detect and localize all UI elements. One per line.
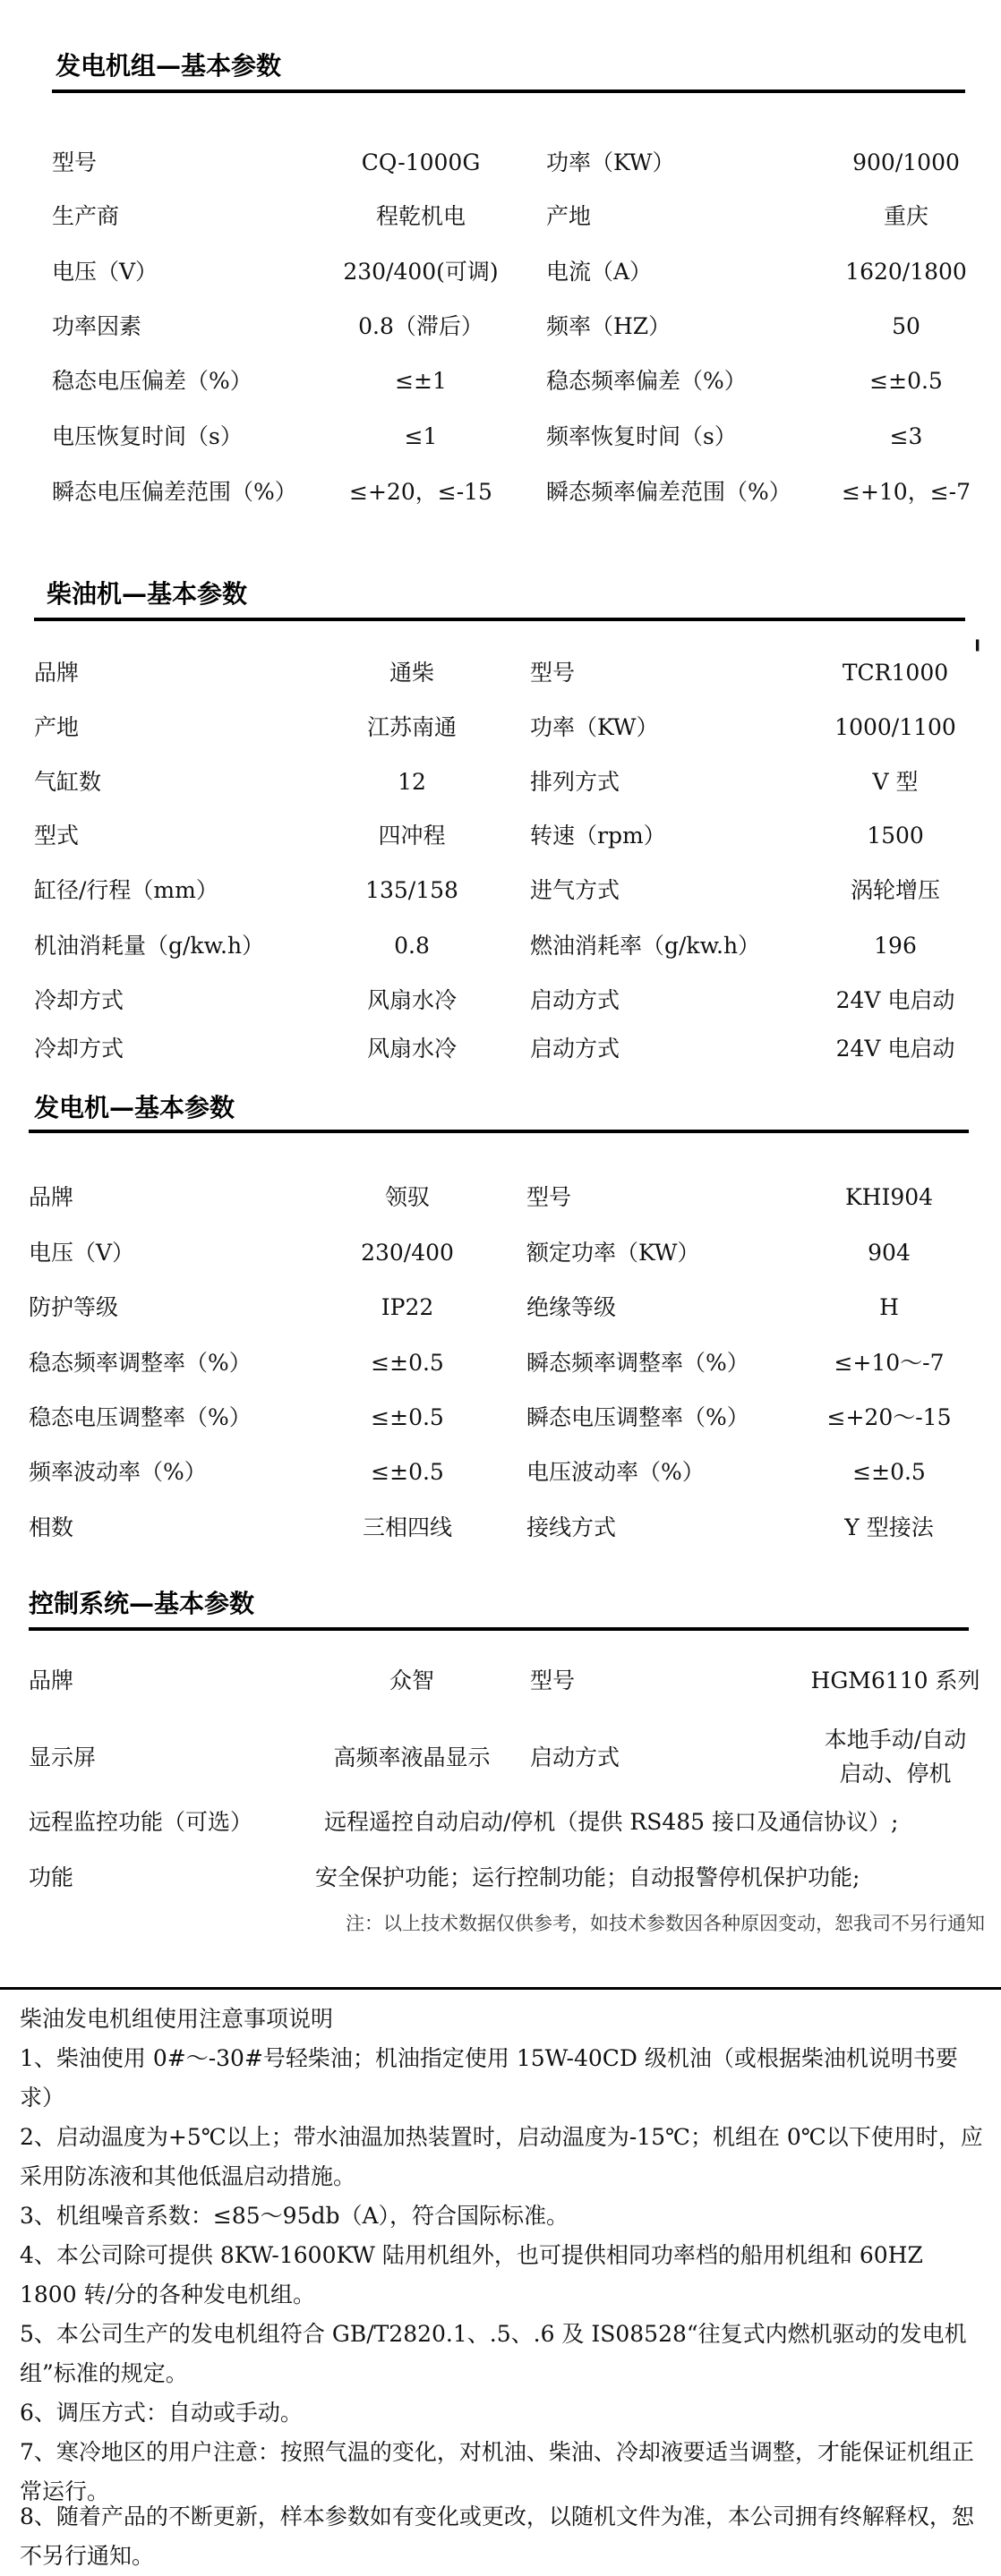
usage-item: 2、启动温度为+5℃以上；带水油温加热装置时，启动温度为-15℃；机组在 0℃以下使用时，应采用防冻液和其他低温启动措施。 bbox=[20, 2124, 983, 2189]
table-row bbox=[0, 1235, 1001, 1271]
param-value: 通柴 bbox=[389, 660, 435, 686]
usage-item: 7、寒冷地区的用户注意：按照气温的变化，对机油、柴油、冷却液要适当调整，才能保证机组正常运行。 bbox=[20, 2439, 974, 2504]
usage-item: 1、柴油使用 0#～-30#号轻柴油；机油指定使用 15W-40CD 级机油（或根据柴油机说明书要求） bbox=[20, 2045, 958, 2111]
table-row bbox=[0, 1510, 1001, 1546]
param-value: 启动、停机 bbox=[839, 1761, 952, 1787]
param-value: HGM6110 系列 bbox=[810, 1668, 980, 1693]
table-row bbox=[0, 1454, 1001, 1490]
param-label: 功率（KW） bbox=[530, 714, 659, 740]
param-label: 功率因素 bbox=[52, 313, 142, 339]
param-label: 稳态频率偏差（%） bbox=[546, 368, 747, 394]
param-value: 1500 bbox=[867, 823, 924, 849]
param-label: 频率波动率（%） bbox=[29, 1459, 207, 1485]
generator-set-title: 发电机组—基本参数 bbox=[56, 51, 282, 81]
param-value: ≤+20～-15 bbox=[826, 1404, 952, 1430]
table-row bbox=[0, 1804, 1001, 1840]
param-value: 重庆 bbox=[883, 203, 929, 229]
param-label: 防护等级 bbox=[29, 1294, 119, 1320]
table-row bbox=[0, 145, 1001, 181]
usage-item: 6、调压方式：自动或手动。 bbox=[20, 2400, 303, 2426]
table-row bbox=[0, 818, 1001, 854]
table-row bbox=[0, 1290, 1001, 1326]
param-value: 196 bbox=[874, 933, 917, 959]
control-system-title: 控制系统—基本参数 bbox=[29, 1589, 255, 1618]
param-label: 品牌 bbox=[34, 660, 80, 686]
param-label: 型式 bbox=[34, 823, 80, 849]
param-value: 50 bbox=[892, 313, 920, 339]
param-value: ≤±0.5 bbox=[869, 368, 943, 394]
table-row bbox=[0, 764, 1001, 800]
param-value: 程乾机电 bbox=[375, 203, 466, 229]
table-row bbox=[0, 474, 1001, 510]
param-value: 904 bbox=[868, 1240, 911, 1266]
param-label: 瞬态频率偏差范围（%） bbox=[546, 479, 791, 505]
param-value: 230/400 bbox=[361, 1240, 454, 1266]
param-value: Y 型接法 bbox=[844, 1514, 934, 1540]
param-label: 额定功率（KW） bbox=[526, 1240, 700, 1266]
divider bbox=[52, 90, 965, 93]
param-value: IP22 bbox=[381, 1294, 434, 1320]
param-label: 稳态电压偏差（%） bbox=[52, 368, 252, 394]
param-label: 机油消耗量（g/kw.h） bbox=[34, 933, 265, 959]
param-label: 转速（rpm） bbox=[530, 823, 666, 849]
divider bbox=[0, 1987, 1001, 1990]
param-value: CQ-1000G bbox=[361, 149, 481, 175]
diesel-engine-title: 柴油机—基本参数 bbox=[47, 579, 248, 609]
param-label: 电压（V） bbox=[29, 1240, 135, 1266]
table-row bbox=[0, 1663, 1001, 1699]
param-label: 功能 bbox=[29, 1864, 74, 1890]
divider bbox=[29, 1627, 969, 1631]
param-value: 远程遥控自动启动/停机（提供 RS485 接口及通信协议）; bbox=[324, 1809, 899, 1835]
param-value: V 型 bbox=[872, 769, 919, 795]
param-value: 本地手动/自动 bbox=[824, 1727, 967, 1753]
usage-item: 5、本公司生产的发电机组符合 GB/T2820.1、.5、.6 及 IS08528“往复式内燃机驱动的发电机组”标准的规定。 bbox=[20, 2321, 967, 2386]
usage-item: 8、随着产品的不断更新，样本参数如有变化或更改，以随机文件为准，本公司拥有终解释权，恕不另行通知。 bbox=[20, 2503, 974, 2569]
param-label: 气缸数 bbox=[34, 769, 102, 795]
param-value: H bbox=[879, 1294, 899, 1320]
param-value: 安全保护功能；运行控制功能；自动报警停机保护功能; bbox=[315, 1864, 860, 1890]
param-label: 相数 bbox=[29, 1514, 74, 1540]
table-row bbox=[0, 983, 1001, 1019]
param-value: ≤±0.5 bbox=[852, 1459, 926, 1485]
param-label: 进气方式 bbox=[530, 877, 620, 903]
param-value: 24V 电启动 bbox=[835, 987, 955, 1013]
table-row bbox=[0, 1031, 1001, 1067]
table-row bbox=[0, 710, 1001, 746]
table-row bbox=[0, 1860, 1001, 1896]
param-label: 绝缘等级 bbox=[526, 1294, 617, 1320]
param-label: 冷却方式 bbox=[34, 1036, 124, 1062]
param-value: 风扇水冷 bbox=[366, 1036, 458, 1062]
param-label: 瞬态频率调整率（%） bbox=[526, 1350, 749, 1376]
stray-mark: ╹ bbox=[971, 641, 984, 663]
param-value: ≤+20，≤-15 bbox=[349, 479, 492, 505]
param-value: ≤±0.5 bbox=[371, 1350, 444, 1376]
param-label: 型号 bbox=[530, 660, 576, 686]
param-label: 瞬态电压调整率（%） bbox=[526, 1404, 749, 1430]
param-value: 230/400(可调) bbox=[343, 259, 499, 285]
param-label: 缸径/行程（mm） bbox=[34, 877, 218, 903]
param-value: ≤±0.5 bbox=[371, 1459, 444, 1485]
param-label: 瞬态电压偏差范围（%） bbox=[52, 479, 297, 505]
param-label: 型号 bbox=[52, 149, 98, 175]
param-value: 1000/1100 bbox=[834, 714, 956, 740]
param-label: 远程监控功能（可选） bbox=[29, 1809, 253, 1835]
param-label: 电压波动率（%） bbox=[526, 1459, 705, 1485]
table-row bbox=[0, 254, 1001, 290]
table-row bbox=[0, 419, 1001, 455]
param-label: 生产商 bbox=[52, 203, 120, 229]
param-value: ≤±0.5 bbox=[371, 1404, 444, 1430]
param-value: 1620/1800 bbox=[845, 259, 967, 285]
param-value: 江苏南通 bbox=[366, 714, 458, 740]
param-value: 高频率液晶显示 bbox=[333, 1744, 491, 1770]
param-label: 启动方式 bbox=[530, 987, 620, 1013]
param-value: 三相四线 bbox=[362, 1514, 453, 1540]
param-label: 产地 bbox=[546, 203, 592, 229]
param-value: 12 bbox=[398, 769, 426, 795]
param-label: 产地 bbox=[34, 714, 80, 740]
param-value: KHI904 bbox=[844, 1184, 934, 1210]
param-label: 频率恢复时间（s） bbox=[546, 423, 737, 449]
table-row bbox=[0, 1400, 1001, 1436]
param-value: 风扇水冷 bbox=[366, 987, 458, 1013]
param-value: 135/158 bbox=[365, 877, 458, 903]
table-row bbox=[0, 309, 1001, 345]
param-label: 型号 bbox=[530, 1668, 576, 1693]
param-label: 冷却方式 bbox=[34, 987, 124, 1013]
param-value: ≤1 bbox=[404, 423, 438, 449]
disclaimer-note: 注：以上技术数据仅供参考，如技术参数因各种原因变动，恕我司不另行通知 bbox=[346, 1913, 985, 1934]
param-value: 24V 电启动 bbox=[835, 1036, 955, 1062]
table-row bbox=[0, 1722, 1001, 1794]
param-value: ≤±1 bbox=[395, 368, 447, 394]
usage-title: 柴油发电机组使用注意事项说明 bbox=[20, 2006, 334, 2032]
param-label: 稳态频率调整率（%） bbox=[29, 1350, 252, 1376]
param-label: 功率（KW） bbox=[546, 149, 675, 175]
param-label: 接线方式 bbox=[526, 1514, 617, 1540]
param-value: 0.8 bbox=[394, 933, 430, 959]
table-row bbox=[0, 363, 1001, 399]
table-row bbox=[0, 1345, 1001, 1381]
alternator-title: 发电机—基本参数 bbox=[34, 1093, 235, 1122]
param-label: 燃油消耗率（g/kw.h） bbox=[530, 933, 761, 959]
param-label: 稳态电压调整率（%） bbox=[29, 1404, 252, 1430]
param-label: 排列方式 bbox=[530, 769, 620, 795]
param-value: 众智 bbox=[389, 1668, 435, 1693]
table-row bbox=[0, 1180, 1001, 1215]
param-label: 显示屏 bbox=[29, 1744, 97, 1770]
param-label: 频率（HZ） bbox=[546, 313, 672, 339]
param-label: 品牌 bbox=[29, 1668, 74, 1693]
usage-item: 4、本公司除可提供 8KW-1600KW 陆用机组外，也可提供相同功率档的船用机组和 60HZ 1800 转/分的各种发电机组。 bbox=[20, 2242, 923, 2307]
param-value: ≤3 bbox=[889, 423, 923, 449]
table-row bbox=[0, 199, 1001, 235]
param-label: 电压恢复时间（s） bbox=[52, 423, 243, 449]
param-value: ≤+10～-7 bbox=[834, 1350, 945, 1376]
param-value: 900/1000 bbox=[852, 149, 960, 175]
table-row bbox=[0, 655, 1001, 691]
param-label: 型号 bbox=[526, 1184, 572, 1210]
param-value: 四冲程 bbox=[378, 823, 446, 849]
param-label: 电流（A） bbox=[546, 259, 653, 285]
usage-item: 3、机组噪音系数：≤85～95db（A），符合国际标准。 bbox=[20, 2203, 569, 2229]
param-value: TCR1000 bbox=[842, 660, 949, 686]
divider bbox=[29, 1130, 969, 1133]
param-label: 电压（V） bbox=[52, 259, 158, 285]
param-value: 涡轮增压 bbox=[850, 877, 941, 903]
param-label: 启动方式 bbox=[530, 1036, 620, 1062]
param-label: 品牌 bbox=[29, 1184, 74, 1210]
table-row bbox=[0, 873, 1001, 908]
param-value: 领驭 bbox=[384, 1184, 431, 1210]
table-row bbox=[0, 928, 1001, 964]
param-value: ≤+10，≤-7 bbox=[841, 479, 971, 505]
param-value: 0.8（滞后） bbox=[358, 313, 483, 339]
param-label: 启动方式 bbox=[530, 1744, 620, 1770]
divider bbox=[34, 618, 965, 621]
